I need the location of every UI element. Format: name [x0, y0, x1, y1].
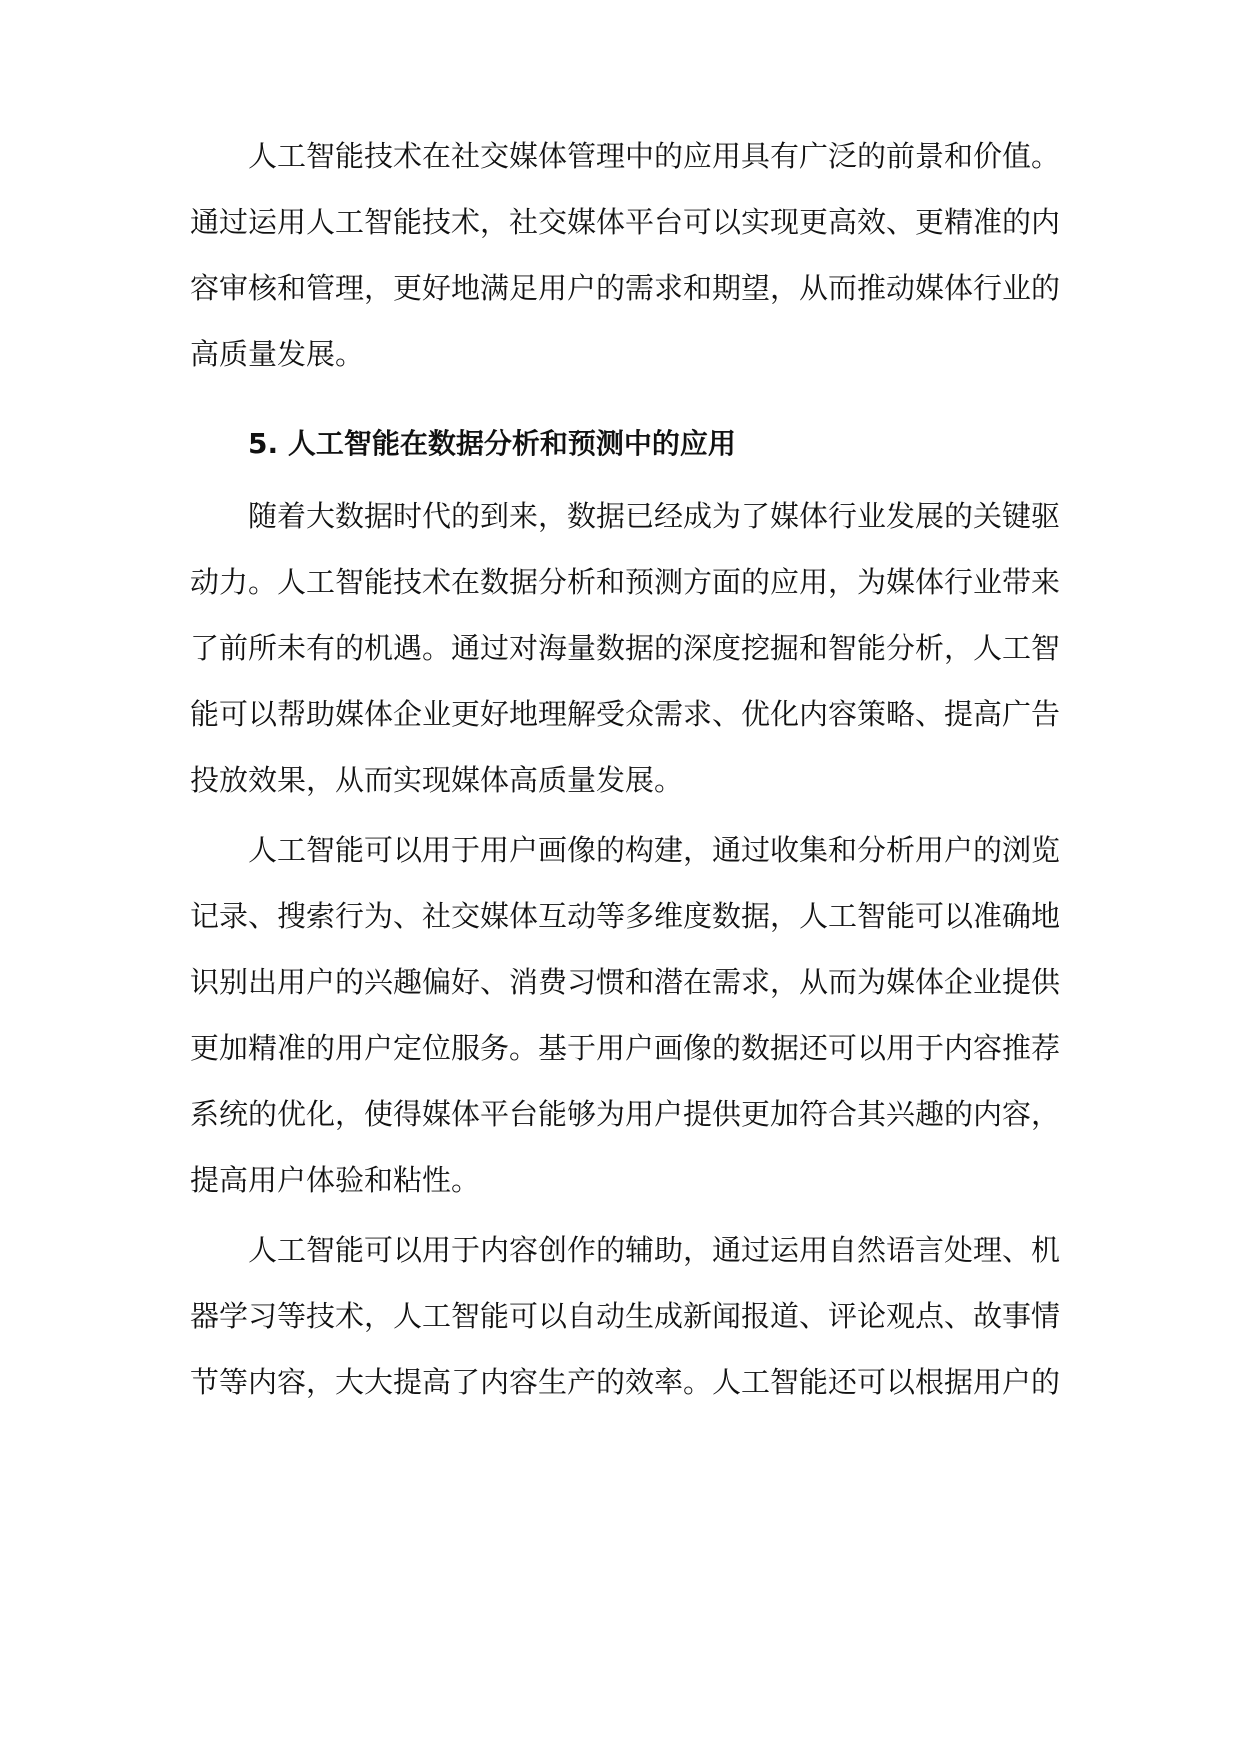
- paragraph-1-line-4: 高质量发展。: [190, 337, 365, 371]
- paragraph-2-line-3: 了前所未有的机遇。通过对海量数据的深度挖掘和智能分析，人工智: [190, 631, 1061, 665]
- paragraph-2-line-1: 随着大数据时代的到来，数据已经成为了媒体行业发展的关键驱: [248, 499, 1061, 533]
- paragraph-3-line-2: 记录、搜索行为、社交媒体互动等多维度数据，人工智能可以准确地: [190, 899, 1061, 933]
- paragraph-1-line-1: 人工智能技术在社交媒体管理中的应用具有广泛的前景和价值。: [248, 139, 1061, 173]
- paragraph-2-line-2: 动力。人工智能技术在数据分析和预测方面的应用，为媒体行业带来: [190, 565, 1061, 599]
- paragraph-4-line-2: 器学习等技术，人工智能可以自动生成新闻报道、评论观点、故事情: [190, 1299, 1061, 1333]
- paragraph-4-line-1: 人工智能可以用于内容创作的辅助，通过运用自然语言处理、机: [248, 1233, 1061, 1267]
- paragraph-2-line-5: 投放效果，从而实现媒体高质量发展。: [190, 763, 684, 797]
- paragraph-1-line-2: 通过运用人工智能技术，社交媒体平台可以实现更高效、更精准的内: [190, 205, 1061, 239]
- paragraph-3-line-4: 更加精准的用户定位服务。基于用户画像的数据还可以用于内容推荐: [190, 1031, 1061, 1065]
- section-heading: 5. 人工智能在数据分析和预测中的应用: [248, 427, 736, 460]
- paragraph-3-line-5: 系统的优化，使得媒体平台能够为用户提供更加符合其兴趣的内容，: [190, 1097, 1061, 1131]
- paragraph-3-line-1: 人工智能可以用于用户画像的构建，通过收集和分析用户的浏览: [248, 833, 1061, 867]
- paragraph-1-line-3: 容审核和管理，更好地满足用户的需求和期望，从而推动媒体行业的: [190, 271, 1061, 305]
- paragraph-3-line-3: 识别出用户的兴趣偏好、消费习惯和潜在需求，从而为媒体企业提供: [190, 965, 1061, 999]
- paragraph-2-line-4: 能可以帮助媒体企业更好地理解受众需求、优化内容策略、提高广告: [190, 697, 1061, 731]
- paragraph-3-line-6: 提高用户体验和粘性。: [190, 1163, 481, 1197]
- paragraph-4-line-3: 节等内容，大大提高了内容生产的效率。人工智能还可以根据用户的: [190, 1365, 1061, 1399]
